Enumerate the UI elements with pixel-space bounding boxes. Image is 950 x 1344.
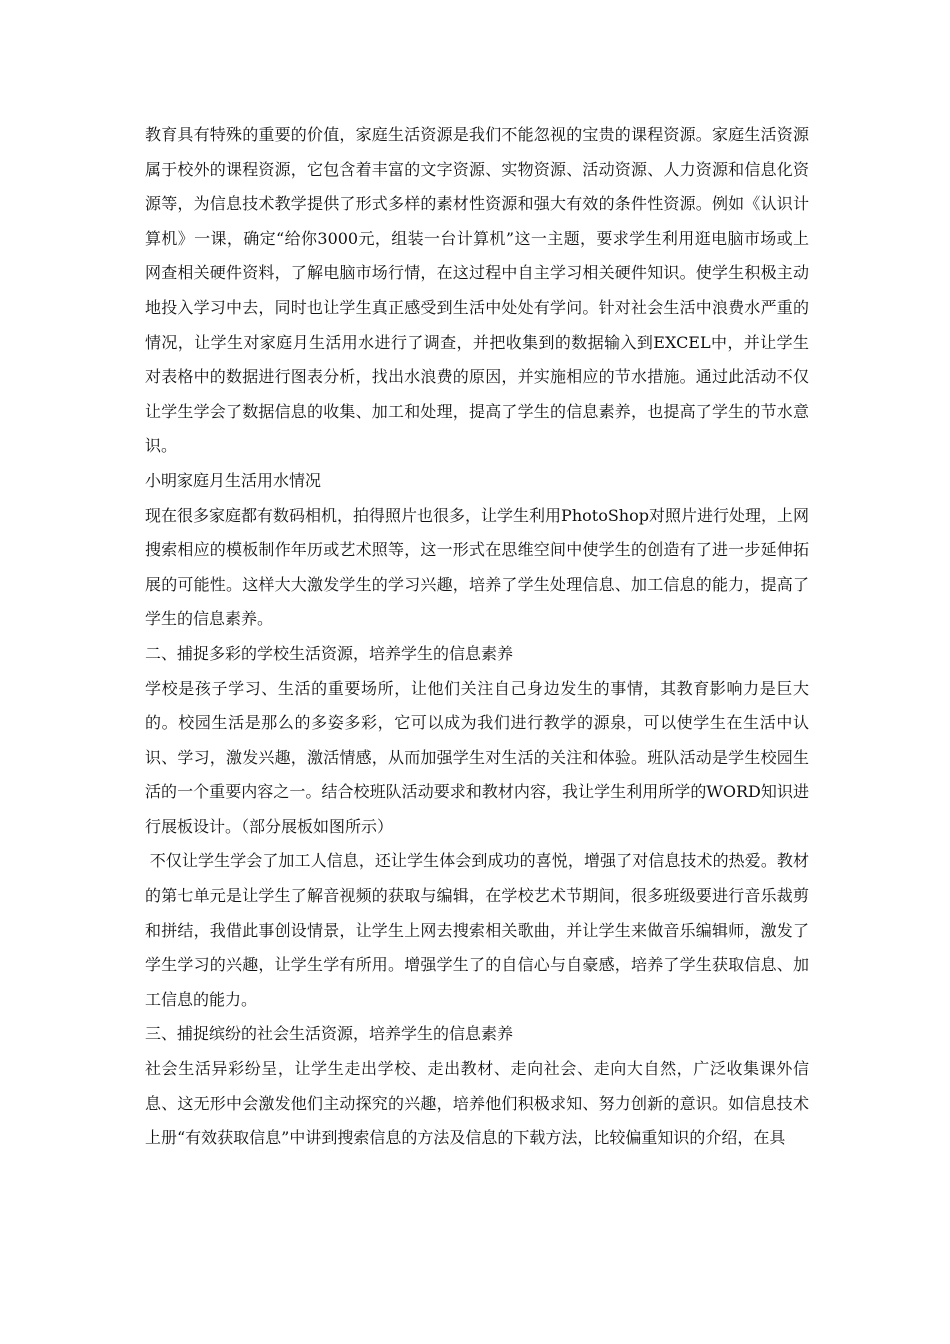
- caption-water-usage: 小明家庭月生活用水情况: [145, 470, 322, 490]
- paragraph-social-life: 社会生活异彩纷呈，让学生走出学校、走出教材、走向社会、走向大自然，广泛收集课外信息、这无形中会激发他们主动探究的兴趣，培养他们积极求知、努力创新的意识。如信息技术上册“有效获取信息”中讲到搜索信息的方法及信息的下载方法，比较偏重知识的介绍，在具: [145, 1059, 809, 1148]
- document-body: [145, 118, 809, 1156]
- paragraph-school-life: 学校是孩子学习、生活的重要场所，让他们关注自己身边发生的事情，其教育影响力是巨大的。校园生活是那么的多姿多彩，它可以成为我们进行教学的源泉，可以使学生在生活中认识、学习，激发兴趣，激活情感，从而加强学生对生活的关注和体验。班队活动是学生校园生活的一个重要内容之一。结合校班队活动要求和教材内容，我让学生利用所学的WORD知识进行展板设计。（部分展板如图所示）: [145, 678, 809, 836]
- paragraph-photoshop: 现在很多家庭都有数码相机，拍得照片也很多，让学生利用PhotoShop对照片进行处理，上网搜索相应的模板制作年历或艺术照等，这一形式在思维空间中使学生的创造有了进一步延伸拓展的可能性。这样大大激发学生的学习兴趣，培养了学生处理信息、加工信息的能力，提高了学生的信息素养。: [145, 505, 809, 629]
- section-heading-social-life: 三、捕捉缤纷的社会生活资源，培养学生的信息素养: [145, 1024, 514, 1044]
- paragraph-audio-video: 不仅让学生学会了加工人信息，还让学生体会到成功的喜悦，增强了对信息技术的热爱。教材的第七单元是让学生了解音视频的获取与编辑，在学校艺术节期间，很多班级要进行音乐裁剪和拼结，我借此事创设情景，让学生上网去搜索相关歌曲，并让学生来做音乐编辑师，激发了学生学习的兴趣，让学生学有所用。增强学生了的自信心与自豪感，培养了学生获取信息、加工信息的能力。: [145, 851, 809, 1009]
- paragraph-family-resources: 教育具有特殊的重要的价值，家庭生活资源是我们不能忽视的宝贵的课程资源。家庭生活资源属于校外的课程资源，它包含着丰富的文字资源、实物资源、活动资源、人力资源和信息化资源等，为信息技术教学提供了形式多样的素材性资源和强大有效的条件性资源。例如《认识计算机》一课，确定“给你3000元，组装一台计算机”这一主题，要求学生利用逛电脑市场或上网查相关硬件资料，了解电脑市场行情，在这过程中自主学习相关硬件知识。使学生积极主动地投入学习中去，同时也让学生真正感受到生活中处处有学问。针对社会生活中浪费水严重的情况，让学生对家庭月生活用水进行了调查，并把收集到的数据输入到EXCEL中，并让学生对表格中的数据进行图表分析，找出水浪费的原因，并实施相应的节水措施。通过此活动不仅让学生学会了数据信息的收集、加工和处理，提高了学生的信息素养，也提高了学生的节水意识。: [145, 125, 809, 456]
- section-heading-school-life: 二、捕捉多彩的学校生活资源，培养学生的信息素养: [145, 643, 514, 663]
